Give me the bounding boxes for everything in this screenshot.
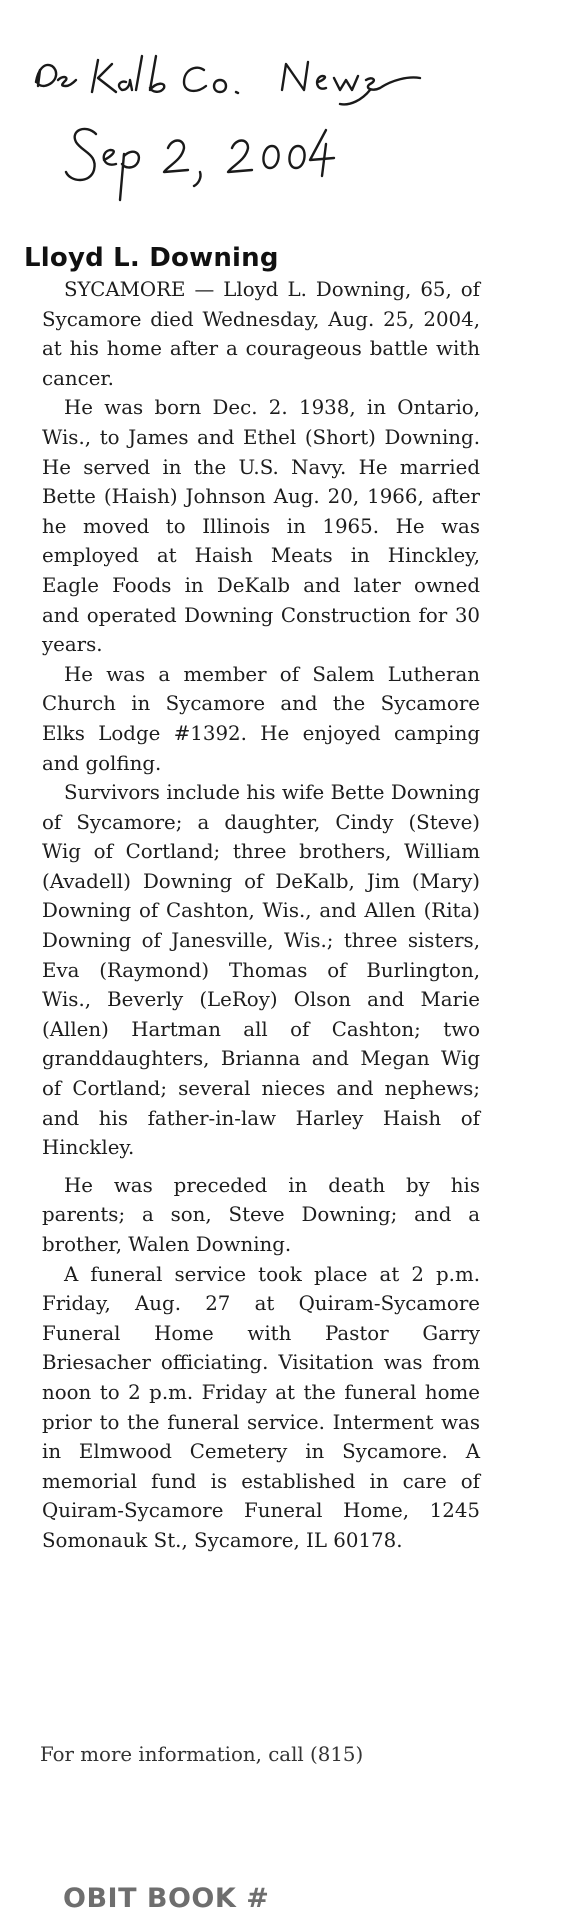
obituary-paragraph: He was a member of Salem Lutheran Church in Sycamore and the Sycamore Elks Lodge #1392. He enjoyed camping and golfing. xyxy=(42,662,480,775)
obituary-clipping xyxy=(22,243,507,1803)
obituary-headline: Lloyd L. Downing xyxy=(24,243,279,273)
obituary-paragraph: A funeral service took place at 2 p.m. Friday, Aug. 27 at Quiram-Sycamore Funeral Home with Pastor Garry Briesacher officiating. Visitation was from noon to 2 p.m. Friday at the funeral home prior to the funeral service. Interment was in Elmwood Cemetery in Sycamore. A memorial fund is established in care of Quiram-Sycamore Funeral Home, 1245 Somonauk St., Sycamore, IL 60178. xyxy=(42,1262,480,1552)
handwritten-line-2 xyxy=(66,129,334,200)
obituary-paragraph: Survivors include his wife Bette Downing of Sycamore; a daughter, Cindy (Steve) Wig of Cortland; three brothers, William (Avadell) Downing of DeKalb, Jim (Mary) Downing of Cashton, Wis., and Allen (Rita) Downing of Janesville, Wis.; three sisters, Eva (Raymond) Thomas of Burlington, Wis., Beverly (LeRoy) Olson and Marie (Allen) Hartman all of Cashton; two granddaughters, Brianna and Megan Wig of Cortland; several nieces and nephews; and his father-in-law Harley Haish of Hinckley. xyxy=(42,781,480,1160)
handwritten-note xyxy=(0,0,565,240)
truncated-line xyxy=(40,1743,480,1771)
obituary-paragraph: He was preceded in death by his parents; a son, Steve Downing; and a brother, Walen Downing. xyxy=(42,1173,480,1256)
handwritten-line-1 xyxy=(36,56,420,104)
obit-book-stamp: OBIT BOOK # xyxy=(63,1883,270,1914)
obituary-paragraph: SYCAMORE — Lloyd L. Downing, 65, of Sycamore died Wednesday, Aug. 25, 2004, at his home after a courageous battle with cancer. xyxy=(42,278,480,390)
obituary-body xyxy=(42,275,480,1556)
truncated-line-text: For more information, call (815) xyxy=(40,1743,364,1766)
obituary-paragraph: He was born Dec. 2. 1938, in Ontario, Wis., to James and Ethel (Short) Downing. He served in the U.S. Navy. He married Bette (Haish) Johnson Aug. 20, 1966, after he moved to Illinois in 1965. He was employed at Haish Meats in Hinckley, Eagle Foods in DeKalb and later owned and operated Downing Construction for 30 years. xyxy=(42,396,480,657)
